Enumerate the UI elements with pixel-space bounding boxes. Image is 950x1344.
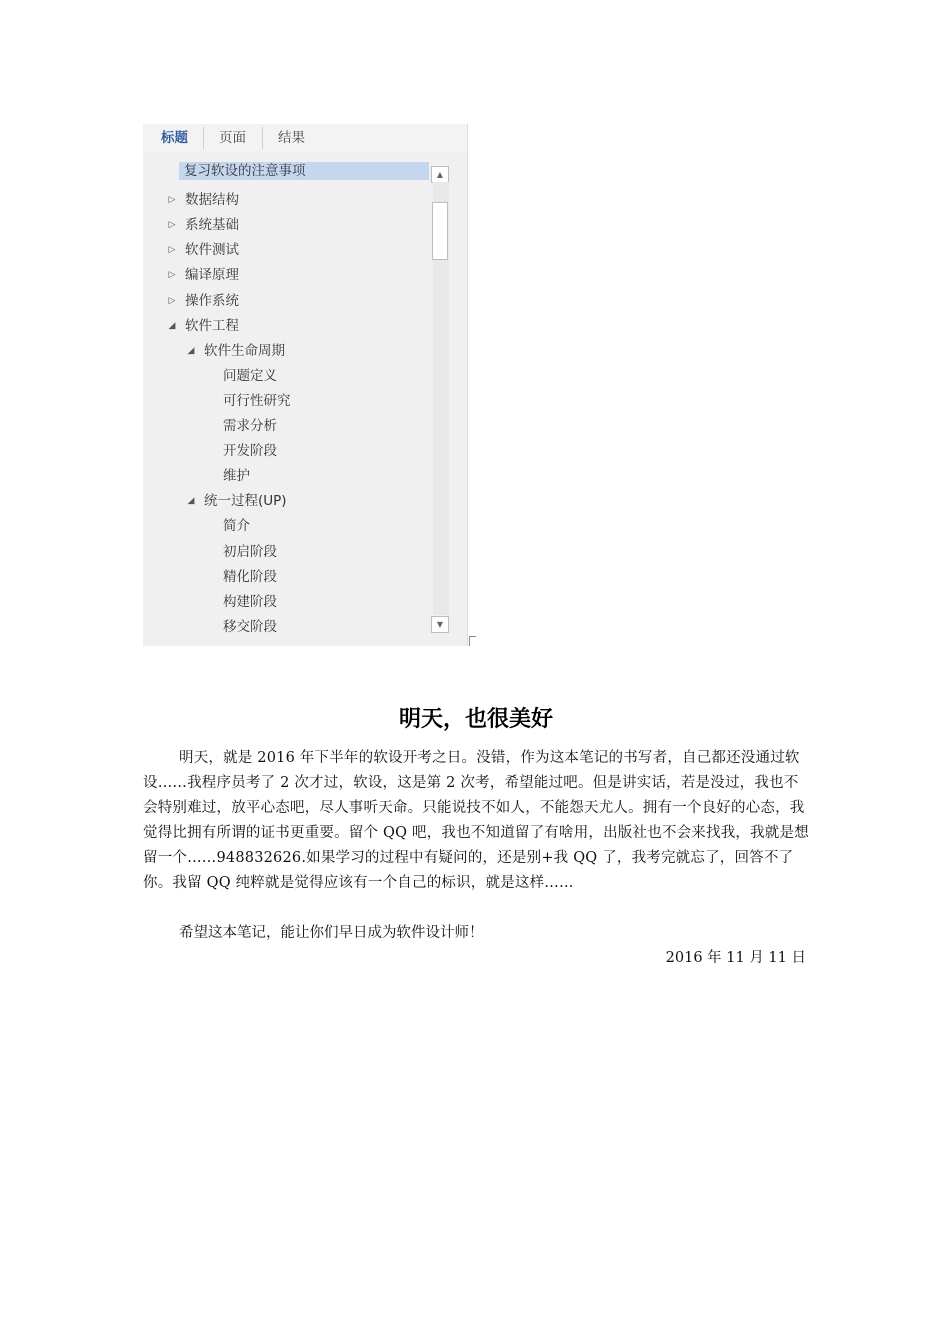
collapsed-triangle-icon[interactable]: ▷ bbox=[168, 295, 176, 306]
tree-item[interactable] bbox=[179, 162, 429, 180]
tab-headings[interactable]: 标题 bbox=[161, 130, 188, 146]
tree-item-label: 系统基础 bbox=[185, 217, 239, 234]
wish-paragraph: 希望这本笔记，能让你们早日成为软件设计师！ bbox=[179, 925, 484, 941]
tab-divider bbox=[262, 127, 263, 149]
tree-item[interactable] bbox=[143, 214, 429, 236]
tree-item-label: 编译原理 bbox=[185, 267, 239, 284]
tree-item-label: 软件工程 bbox=[185, 317, 239, 334]
tab-divider bbox=[203, 127, 204, 149]
tree-item[interactable] bbox=[143, 591, 429, 613]
tree-item-label: 可行性研究 bbox=[223, 392, 291, 409]
scroll-down-icon[interactable]: ▼ bbox=[431, 616, 449, 633]
tree-item[interactable] bbox=[143, 415, 429, 437]
tree-item[interactable] bbox=[143, 189, 429, 211]
tree-item[interactable] bbox=[143, 340, 429, 362]
collapsed-triangle-icon[interactable]: ▷ bbox=[168, 245, 176, 256]
tree-item-label: 数据结构 bbox=[185, 192, 239, 209]
tree-item-label: 精化阶段 bbox=[223, 568, 277, 585]
tree-item[interactable] bbox=[143, 290, 429, 312]
tree-item-label: 复习软设的注意事项 bbox=[184, 163, 306, 179]
tab-results[interactable]: 结果 bbox=[278, 130, 305, 146]
tree-item[interactable] bbox=[143, 239, 429, 261]
tree-item-label: 软件生命周期 bbox=[204, 342, 285, 359]
tree-item[interactable] bbox=[143, 315, 429, 337]
tree-item-label: 需求分析 bbox=[223, 418, 277, 434]
scroll-up-icon[interactable]: ▲ bbox=[431, 166, 449, 183]
tree-item-label: 统一过程(UP) bbox=[204, 493, 287, 510]
expanded-triangle-icon[interactable]: ◢ bbox=[187, 496, 195, 507]
body-paragraph: 明天，就是 2016 年下半年的软设开考之日。没错，作为这本笔记的书写者，自己都还没通过软设……我程序员考了 2 次才过，软设，这是第 2 次考，希望能过吧。但是讲实话，若是没过，我也不会特别难过，放平心态吧，尽人事听天命。只能说技不如人，不能怨天尤人。拥有一个良好的心态，我觉得比拥有所谓的证书更重要。留个 QQ 吧，我也不知道留了有啥用，出版社也不会来找我，我就是想留一个……948832626.如果学习的过程中有疑问的，还是别+我 QQ 了，我考完就忘了，回答不了你。我留 QQ 纯粹就是觉得应该有一个自己的标识，就是这样…… bbox=[143, 750, 809, 891]
tree-item[interactable] bbox=[143, 264, 429, 286]
collapsed-triangle-icon[interactable]: ▷ bbox=[168, 195, 176, 206]
navigation-pane bbox=[143, 124, 468, 646]
tree-item-label: 构建阶段 bbox=[223, 593, 277, 610]
tree-item-label: 简介 bbox=[223, 518, 250, 535]
tab-pages[interactable]: 页面 bbox=[219, 130, 246, 146]
collapsed-triangle-icon[interactable]: ▷ bbox=[168, 220, 176, 231]
page-title: 明天，也很美好 bbox=[398, 706, 553, 732]
nav-tabs bbox=[143, 124, 467, 152]
tree-item-label: 维护 bbox=[223, 468, 250, 485]
tree-item-label: 操作系统 bbox=[185, 292, 239, 309]
expanded-triangle-icon[interactable]: ◢ bbox=[187, 345, 195, 356]
expanded-triangle-icon[interactable]: ◢ bbox=[168, 320, 176, 331]
tree-item-label: 移交阶段 bbox=[223, 618, 277, 635]
tree-item-label: 开发阶段 bbox=[223, 443, 277, 460]
collapsed-triangle-icon[interactable]: ▷ bbox=[168, 270, 176, 281]
crop-corner-mark bbox=[469, 636, 476, 646]
tree-item[interactable] bbox=[143, 465, 429, 487]
scroll-thumb[interactable] bbox=[432, 202, 448, 260]
tree-item-label: 问题定义 bbox=[223, 367, 277, 384]
tree-item[interactable] bbox=[143, 541, 429, 563]
tree-item[interactable] bbox=[143, 440, 429, 462]
tree-item[interactable] bbox=[143, 490, 429, 512]
tree-item[interactable] bbox=[143, 616, 429, 638]
tree-item[interactable] bbox=[143, 390, 429, 412]
tree-item-label: 软件测试 bbox=[185, 242, 239, 259]
tree-item-label: 初启阶段 bbox=[223, 543, 277, 560]
tree-item[interactable] bbox=[143, 515, 429, 537]
signature-date: 2016 年 11 月 11 日 bbox=[665, 950, 806, 966]
vertical-scrollbar[interactable] bbox=[431, 164, 449, 634]
tree-item[interactable] bbox=[143, 365, 429, 387]
tree-item[interactable] bbox=[143, 566, 429, 588]
